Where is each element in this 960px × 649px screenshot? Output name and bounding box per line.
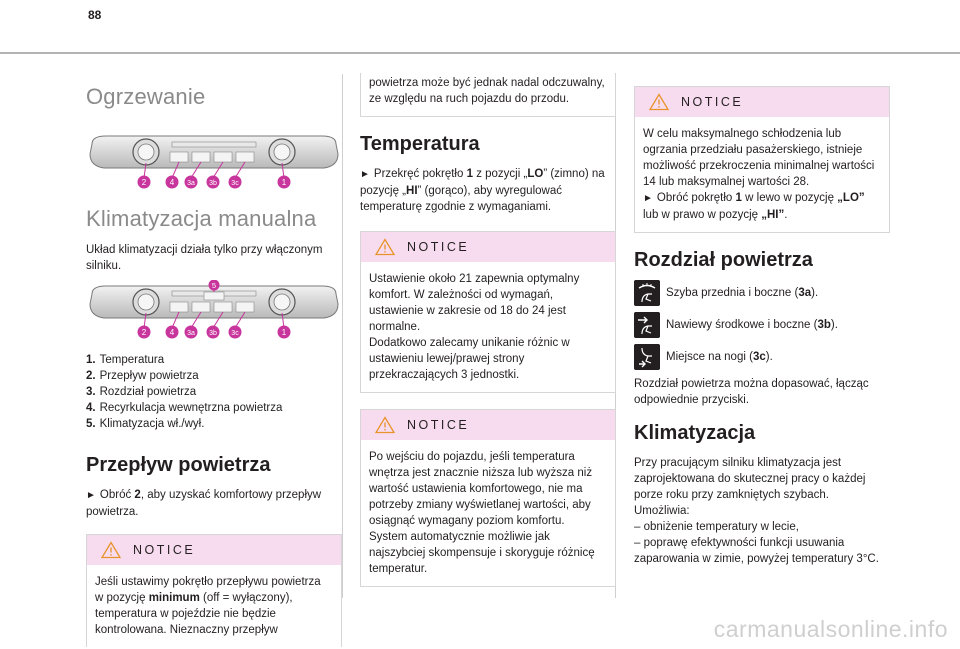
- heading-air-distribution: Rozdział powietrza: [634, 249, 813, 271]
- control-panel-illustration-2: [86, 280, 342, 342]
- distribution-text: Rozdział powietrza można dopasować, łącząc odpowiednie przyciski.: [634, 378, 869, 406]
- intro-text: Układ klimatyzacji działa tylko przy włączonym silniku.: [86, 244, 323, 272]
- list-item: Szyba przednia i boczne (3a).: [634, 280, 890, 306]
- warning-icon: [649, 93, 669, 111]
- callout-2: [138, 176, 151, 189]
- column-3: [634, 74, 890, 567]
- svg-text:3b: 3b: [209, 330, 217, 337]
- center-vents-icon: [634, 312, 660, 338]
- watermark: carmanualsonline.info: [713, 616, 948, 642]
- notice-box: [360, 409, 616, 587]
- notice-body: Po wejściu do pojazdu, jeśli temperatura wnętrza jest znacznie niższa lub wyższa niż wartość ustawienia komfortowego, nie ma potrzeby zmiany wyświetlanej wartości, aby osiągnąć wymagany poziom komfortu. System automatycznie możliwie jak najszybciej skompensuje i skoryguje różnicę temperatur.: [369, 451, 595, 575]
- callout-4: [166, 326, 179, 339]
- controls-list: [86, 352, 342, 432]
- svg-text:2: 2: [141, 178, 147, 187]
- notice-header: NOTICE: [87, 535, 341, 565]
- list-item: 2. Przepływ powietrza: [86, 370, 199, 382]
- callout-3c: [229, 326, 242, 339]
- control-panel-illustration: [86, 132, 342, 192]
- notice-box: [86, 534, 342, 647]
- svg-text:3a: 3a: [187, 180, 195, 187]
- callout-3a: [185, 176, 198, 189]
- svg-text:2: 2: [141, 328, 147, 337]
- svg-text:1: 1: [281, 178, 287, 187]
- warning-icon: [375, 416, 395, 434]
- warning-icon: [375, 238, 395, 256]
- notice-body: Jeśli ustawimy pokrętło przepływu powietrza w pozycję minimum (off = wyłączony), temperatura w pojeździe nie będzie kontrolowana. Nieznaczny przepływ: [95, 576, 321, 636]
- airflow-text: ► Obróć 2, aby uzyskać komfortowy przepływ powietrza.: [86, 489, 322, 518]
- callout-4: [166, 176, 179, 189]
- callout-3b: [207, 176, 220, 189]
- heading-airflow: Przepływ powietrza: [86, 454, 271, 476]
- callout-1: [278, 326, 291, 339]
- notice-header: NOTICE: [361, 410, 615, 440]
- svg-text:3b: 3b: [209, 180, 217, 187]
- notice-box: [360, 231, 616, 393]
- callout-2: [138, 326, 151, 339]
- notice-continuation: powietrza może być jednak nadal odczuwalny, ze względu na ruch pojazdu do przodu.: [360, 73, 616, 117]
- arrow-icon: ►: [643, 193, 653, 204]
- svg-text:3c: 3c: [231, 180, 239, 187]
- column-2: [360, 74, 616, 587]
- list-item: 3. Rozdział powietrza: [86, 386, 197, 398]
- notice-box: [634, 86, 890, 233]
- svg-text:4: 4: [169, 178, 175, 187]
- list-item: 5. Klimatyzacja wł./wył.: [86, 418, 205, 430]
- column-1: [86, 74, 342, 647]
- callout-3b: [207, 326, 220, 339]
- warning-icon: [101, 541, 121, 559]
- svg-text:1: 1: [281, 328, 287, 337]
- notice-body: W celu maksymalnego schłodzenia lub ogrzania przedziału pasażerskiego, istnieje możliwość przekroczenia minimalnej wartości 14 lub maksymalnej wartości 28. ► Obróć pokrętło 1 w lewo w pozycję „LO” lub w prawo w pozycję „HI”.: [643, 128, 875, 221]
- notice-header: NOTICE: [361, 232, 615, 262]
- svg-text:5: 5: [211, 281, 217, 290]
- column-divider-1: [342, 74, 343, 598]
- svg-text:3c: 3c: [231, 330, 239, 337]
- callout-5: [209, 280, 220, 291]
- notice-body: Ustawienie około 21 zapewnia optymalny komfort. W zależności od wymagań, ustawienie w zakresie od 18 do 24 jest normalne. Dodatkowo zalecamy unikanie różnic w ustawieniu lewej/prawej strony przekraczających 3 jednostki.: [369, 273, 580, 381]
- footwell-icon: [634, 344, 660, 370]
- notice-header: NOTICE: [635, 87, 889, 117]
- heading-air-conditioning: Klimatyzacja: [634, 422, 756, 444]
- list-item: 1. Temperatura: [86, 354, 165, 366]
- heading-manual-ac: Klimatyzacja manualna: [86, 206, 317, 231]
- callout-3a: [185, 326, 198, 339]
- list-item: 4. Recyrkulacja wewnętrzna powietrza: [86, 402, 283, 414]
- arrow-icon: ►: [86, 490, 96, 501]
- list-item: Miejsce na nogi (3c).: [634, 344, 890, 370]
- heading-temperature: Temperatura: [360, 133, 480, 155]
- callout-1: [278, 176, 291, 189]
- arrow-icon: ►: [360, 169, 370, 180]
- list-item: Nawiewy środkowe i boczne (3b).: [634, 312, 890, 338]
- page-number: 88: [88, 8, 102, 22]
- callout-3c: [229, 176, 242, 189]
- windscreen-icon: [634, 280, 660, 306]
- header-rule: [0, 52, 960, 54]
- temperature-text: ► Przekręć pokrętło 1 z pozycji „LO” (zimno) na pozycję „HI” (gorąco), aby wyregulować temperaturę zgodnie z wymaganiami.: [360, 168, 605, 213]
- heading-heating: Ogrzewanie: [86, 84, 206, 109]
- svg-text:4: 4: [169, 328, 175, 337]
- ac-text: Przy pracującym silniku klimatyzacja jest zaprojektowana do skutecznej pracy o każdej porze roku przy zamkniętych szybach. Umożliwia: – obniżenie temperatury w lecie, – poprawę efektywności funkcji usuwania zaparowania w zimie, powyżej temperatury 3°C.: [634, 457, 879, 565]
- svg-text:3a: 3a: [187, 330, 195, 337]
